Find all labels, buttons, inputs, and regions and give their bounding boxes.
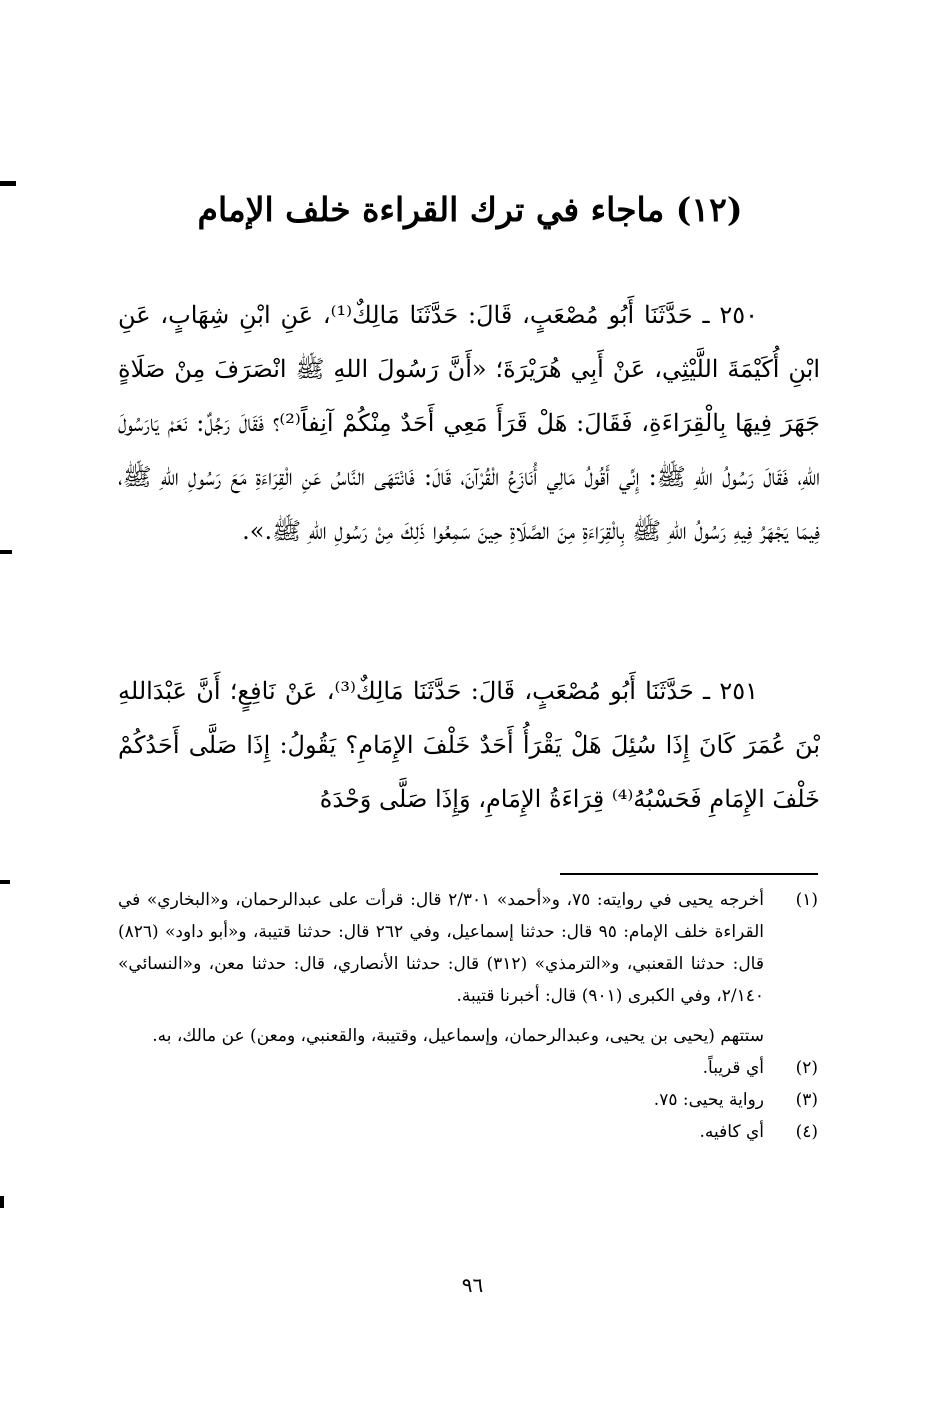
footnotes (118, 884, 818, 1148)
margin-mark (0, 1196, 4, 1208)
footnote-number: (٣) (795, 1090, 818, 1110)
footnote-number: (١) (795, 890, 818, 910)
margin-mark (0, 550, 12, 554)
footnote-4 (118, 1116, 818, 1148)
hadith-250 (118, 288, 820, 558)
footnote-text: رواية يحيى: ٧٥. (653, 1090, 764, 1110)
footnote-3 (118, 1084, 818, 1116)
footnote-text: أي قريباً. (702, 1058, 764, 1078)
footnote-number: (٢) (795, 1058, 818, 1078)
margin-mark (0, 181, 16, 186)
hadith-text: ٢٥١ ـ حَدَّثَنَا أَبُو مُصْعَبٍ، قَالَ: حَدَّثَنَا مَالِكٌ⁽³⁾، عَنْ نَافِعٍ؛ أَنَّ عَبْدَاللهِ بْنَ عُمَرَ كَانَ إِذَا سُئِلَ هَلْ يَقْرَأُ أَحَدٌ خَلْفَ الإِمَامِ؟ يَقُولُ: إِذَا صَلَّى أَحَدُكُمْ خَلْفَ الإِمَامِ فَحَسْبُهُ⁽⁴⁾ قِرَاءَةُ الإِمَامِ، وَإِذَا صَلَّى وَحْدَهُ (118, 677, 820, 813)
chapter-title: (١٢) ماجاء في ترك القراءة خلف الإمام (197, 190, 743, 229)
hadith-251 (118, 664, 820, 826)
footnote-text: أخرجه يحيى في روايته: ٧٥، و«أحمد» ٢/٣٠١ قال: قرأت على عبدالرحمان، و«البخاري» في القراءة خلف الإمام: ٩٥ قال: حدثنا إسماعيل، وفي ٢٦٢ قال: حدثنا قتيبة، و«أبو داود» (٨٢٦) قال: حدثنا القعنبي، و«الترمذي» (٣١٢) قال: حدثنا الأنصاري، قال: حدثنا معن، و«النسائي» ٢/١٤٠، وفي الكبرى (٩٠١) قال: أخبرنا قتيبة. (118, 890, 764, 1006)
hadith-text: ٢٥٠ ـ حَدَّثَنَا أَبُو مُصْعَبٍ، قَالَ: حَدَّثَنَا مَالِكٌ⁽¹⁾، عَنِ ابْنِ شِهَابٍ، عَنِ ابْنِ أُكَيْمَةَ اللَّيْثِي، عَنْ أَبِي هُرَيْرَةَ؛ «أَنَّ رَسُولَ اللهِ ﷺ انْصَرَفَ مِنْ صَلَاةٍ جَهَرَ فِيهَا بِالْقِرَاءَةِ، فَقَالَ: هَلْ قَرَأَ مَعِي أَحَدٌ مِنْكُمْ آنِفاً⁽²⁾؟ فَقَالَ رَجُلٌ: نَعَمْ يَارَسُولَ اللهِ، فَقَالَ رَسُولُ اللهِ ﷺ: إِنِّي أَقُولُ مَالِي أُنَازَعُ الْقُرْآنَ، قَالَ: فَانْتَهَى النَّاسُ عَنِ الْقِرَاءَةِ مَعَ رَسُولِ اللهِ ﷺ، فِيمَا يَجْهَرُ فِيهِ رَسُولُ اللهِ ﷺ بِالْقِرَاءَةِ مِنَ الصَّلَاةِ حِينَ سَمِعُوا ذَلِكَ مِنْ رَسُولِ اللهِ ﷺ.». (118, 301, 820, 545)
footnote-text: أي كافيه. (699, 1122, 764, 1142)
footnote-2 (118, 1052, 818, 1084)
footnote-number: (٤) (795, 1122, 818, 1142)
page-number: ٩٦ (461, 1273, 484, 1297)
margin-mark (0, 880, 10, 884)
footnote-separator (560, 873, 818, 875)
footnote-1 (118, 884, 818, 1012)
footnote-1-continuation: ستتهم (يحيى بن يحيى، وعبدالرحمان، وإسماعيل، وقتيبة، والقعنبي، ومعن) عن مالك، به. (152, 1026, 764, 1046)
